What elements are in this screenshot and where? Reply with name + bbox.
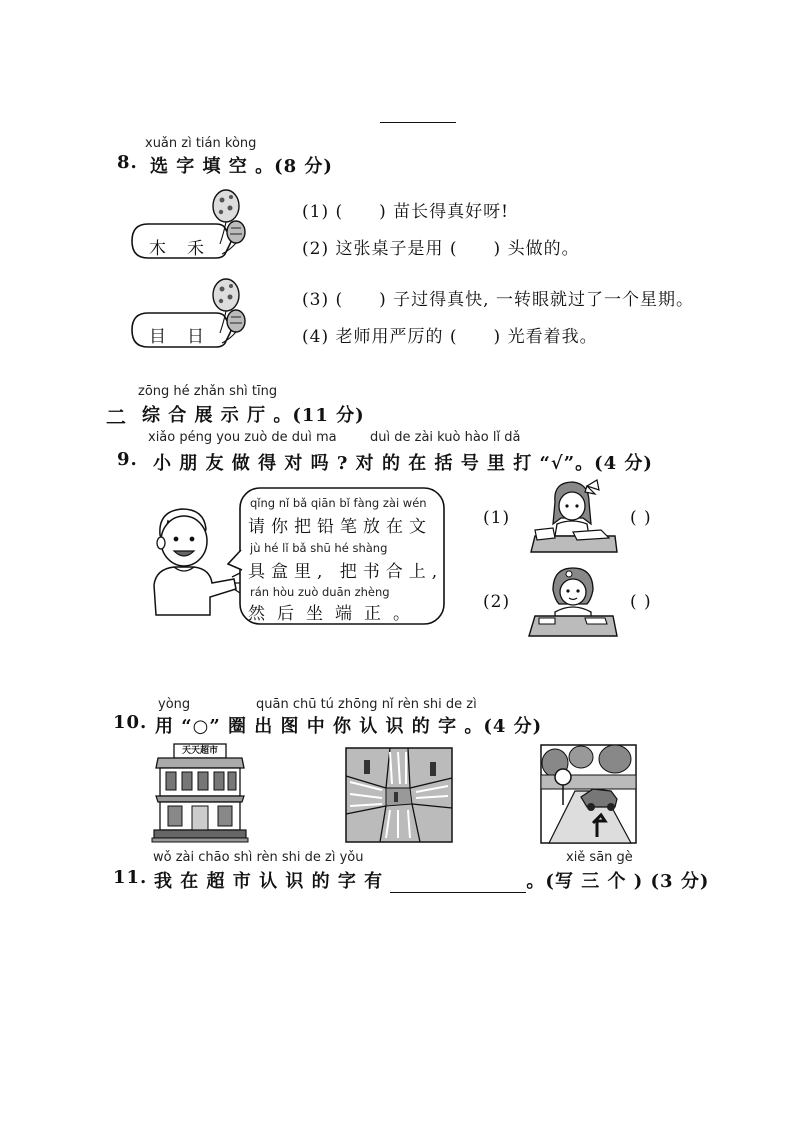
girl-with-books-illustration: [527, 478, 619, 556]
q11-row: [154, 867, 709, 893]
q9-option-2-number: (2): [483, 592, 511, 612]
q11-pinyin-right: xiě sān gè: [566, 850, 633, 865]
q10-number: 10.: [113, 712, 148, 733]
q9-option-1-answer[interactable]: ( ): [630, 508, 652, 528]
q11-answer-blank[interactable]: [390, 874, 526, 893]
bubble-pinyin-3: rán hòu zuò duān zhèng: [250, 585, 390, 599]
q8-item-4: (4) 老师用严厉的 ( ) 光看着我。: [302, 327, 598, 347]
q8-item-3: (3) ( ) 子过得真快, 一转眼就过了一个星期。: [302, 290, 694, 310]
q10-pinyin-right: quān chū tú zhōng nǐ rèn shi de zì: [256, 697, 477, 712]
q8-pinyin: xuǎn zì tián kòng: [145, 136, 257, 151]
girl-sitting-upright-illustration: [527, 566, 619, 638]
q9-pinyin-right: duì de zài kuò hào lǐ dǎ: [370, 430, 521, 445]
q9-option-1-number: (1): [483, 508, 511, 528]
q8-char-mu-eye: 目: [149, 327, 166, 347]
q8-title: 选 字 填 空 。(8 分): [150, 156, 333, 177]
q9-pinyin-left: xiǎo péng you zuò de duì ma: [148, 430, 337, 445]
section2-pinyin: zōng hé zhǎn shì tīng: [138, 384, 278, 399]
q11-title-after: 。(写 三 个 ) (3 分): [526, 871, 710, 892]
q9-number: 9.: [117, 449, 138, 470]
q8-char-mu: 木: [149, 239, 166, 259]
q8-char-ri: 日: [187, 327, 204, 347]
q9-option-2-answer[interactable]: ( ): [630, 592, 652, 612]
q8-item-1: (1) ( ) 苗长得真好呀!: [302, 202, 510, 222]
crossroads-illustration: [346, 748, 452, 842]
q8-number: 8.: [117, 152, 138, 173]
traffic-sign-illustration: [541, 745, 636, 843]
section2-number: 二: [106, 405, 127, 429]
q10-pinyin-left: yòng: [158, 697, 191, 712]
bubble-line-1: 请你把铅笔放在文: [248, 517, 432, 537]
section2-title: 综 合 展 示 厅 。(11 分): [142, 405, 365, 426]
bubble-line-3: 然后坐端正。: [248, 604, 422, 624]
bubble-pinyin-1: qǐng nǐ bǎ qiān bǐ fàng zài wén: [250, 496, 427, 510]
q10-title: 用 “○” 圈 出 图 中 你 认 识 的 字 。(4 分): [155, 716, 543, 737]
q8-item-2: (2) 这张桌子是用 ( ) 头做的。: [302, 239, 580, 259]
q11-number: 11.: [113, 867, 148, 888]
bubble-pinyin-2: jù hé lǐ bǎ shū hé shàng: [250, 541, 388, 555]
q11-title-before: 我 在 超 市 认 识 的 字 有: [154, 871, 384, 892]
supermarket-sign[interactable]: 天天超市: [181, 746, 218, 756]
bubble-line-2: 具盒里, 把书合上,: [248, 562, 444, 582]
top-rule: [380, 122, 456, 123]
q8-char-he: 禾: [187, 239, 204, 259]
q9-title: 小 朋 友 做 得 对 吗 ? 对 的 在 括 号 里 打 “√”。(4 分): [153, 453, 653, 474]
q11-pinyin-left: wǒ zài chāo shì rèn shi de zì yǒu: [153, 850, 364, 865]
